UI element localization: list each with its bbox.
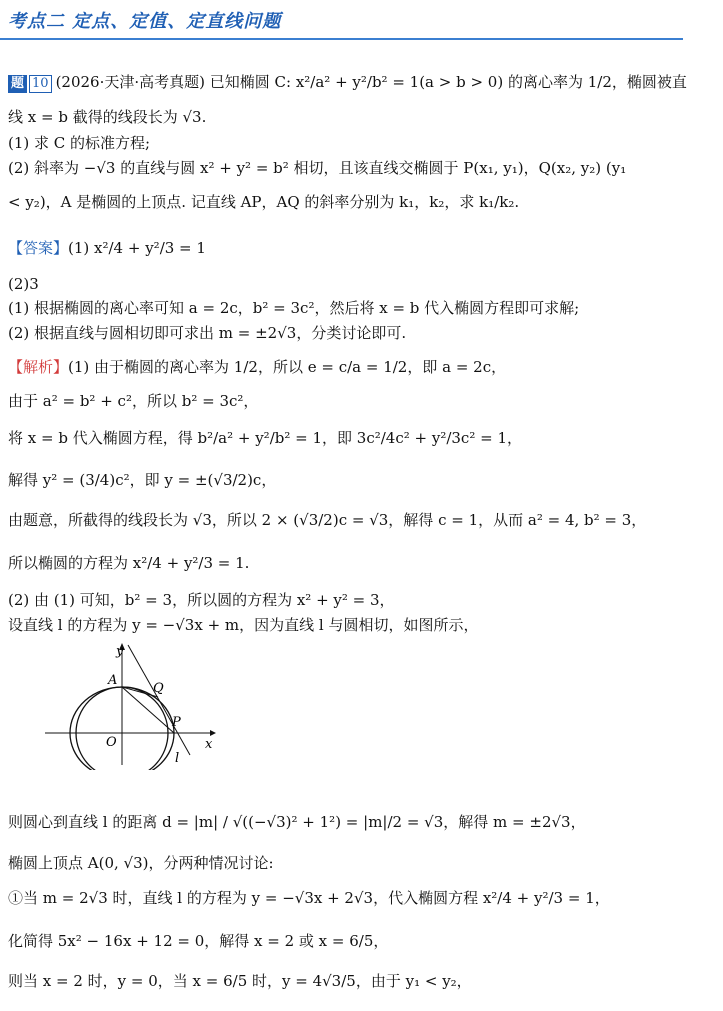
- analysis-line-10: 椭圆上顶点 A(0, √3)，分两种情况讨论:: [8, 854, 274, 872]
- question-line-4: (2) 斜率为 −√3 的直线与圆 x² + y² = b² 相切，且该直线交椭圆于 P(x₁, y₁)，Q(x₂, y₂) (y₁: [8, 159, 627, 177]
- answer-text-1: (1) x²/4 + y²/3 = 1: [68, 239, 206, 257]
- label-A: A: [108, 673, 118, 688]
- question-text-1: (2026·天津·高考真题) 已知椭圆 C: x²/a² + y²/b² = 1(a > b > 0) 的离心率为 1/2，椭圆被直: [55, 73, 687, 91]
- answer-line-2: (2)3: [8, 275, 39, 293]
- analysis-line-6: 所以椭圆的方程为 x²/4 + y²/3 = 1.: [8, 554, 250, 572]
- label-Q: Q: [153, 681, 164, 696]
- analysis-line-7: (2) 由 (1) 可知，b² = 3，所以圆的方程为 x² + y² = 3，: [8, 591, 395, 609]
- analysis-text-1: (1) 由于椭圆的离心率为 1/2，所以 e = c/a = 1/2，即 a = 2c，: [68, 358, 507, 376]
- analysis-tag: 【解析】: [8, 358, 69, 376]
- analysis-line-11: ①当 m = 2√3 时，直线 l 的方程为 y = −√3x + 2√3，代入椭圆方程 x²/4 + y²/3 = 1，: [8, 889, 610, 907]
- analysis-line-4: 解得 y² = (3/4)c²，即 y = ±(√3/2)c，: [8, 471, 277, 489]
- label-P: P: [172, 715, 181, 730]
- analysis-line-1: [8, 357, 506, 377]
- question-badge: 题: [8, 75, 27, 93]
- section-header: [0, 0, 683, 40]
- analysis-line-8: 设直线 l 的方程为 y = −√3x + m，因为直线 l 与圆相切，如图所示，: [8, 616, 479, 634]
- question-line-3: (1) 求 C 的标准方程;: [8, 134, 151, 152]
- answer-line-3: (1) 根据椭圆的离心率可知 a = 2c，b² = 3c²，然后将 x = b 代入椭圆方程即可求解;: [8, 299, 580, 317]
- analysis-line-13: 则当 x = 2 时，y = 0，当 x = 6/5 时，y = 4√3/5，由于 y₁ < y₂，: [8, 972, 472, 990]
- analysis-line-5: 由题意，所截得的线段长为 √3，所以 2 × (√3/2)c = √3，解得 c = 1，从而 a² = 4, b² = 3，: [8, 511, 647, 529]
- question-line-5: < y₂)，A 是椭圆的上顶点. 记直线 AP，AQ 的斜率分别为 k₁，k₂，求 k₁/k₂.: [8, 193, 520, 211]
- section-title: 考点二 定点、定值、定直线问题: [8, 11, 282, 32]
- analysis-line-2: 由于 a² = b² + c²，所以 b² = 3c²，: [8, 392, 259, 410]
- analysis-line-9: 则圆心到直线 l 的距离 d = |m| / √((−√3)² + 1²) = |m|/2 = √3，解得 m = ±2√3，: [8, 813, 586, 831]
- label-x: x: [205, 737, 213, 752]
- label-O: O: [106, 735, 117, 750]
- label-y: y: [116, 644, 124, 659]
- question-line-1: [8, 72, 687, 93]
- analysis-line-12: 化简得 5x² − 16x + 12 = 0，解得 x = 2 或 x = 6/5，: [8, 932, 389, 950]
- question-line-2: 线 x = b 截得的线段长为 √3.: [8, 108, 207, 126]
- answer-tag: 【答案】: [8, 239, 69, 257]
- label-l: l: [175, 751, 180, 766]
- answer-line-1: [8, 238, 206, 258]
- answer-line-4: (2) 根据直线与圆相切即可求出 m = ±2√3，分类讨论即可.: [8, 324, 407, 342]
- geometry-figure: [40, 640, 220, 770]
- question-number: 10: [29, 75, 52, 93]
- x-axis-arrow: [210, 730, 216, 736]
- analysis-line-3: 将 x = b 代入椭圆方程，得 b²/a² + y²/b² = 1，即 3c²/4c² + y²/3c² = 1，: [8, 429, 522, 447]
